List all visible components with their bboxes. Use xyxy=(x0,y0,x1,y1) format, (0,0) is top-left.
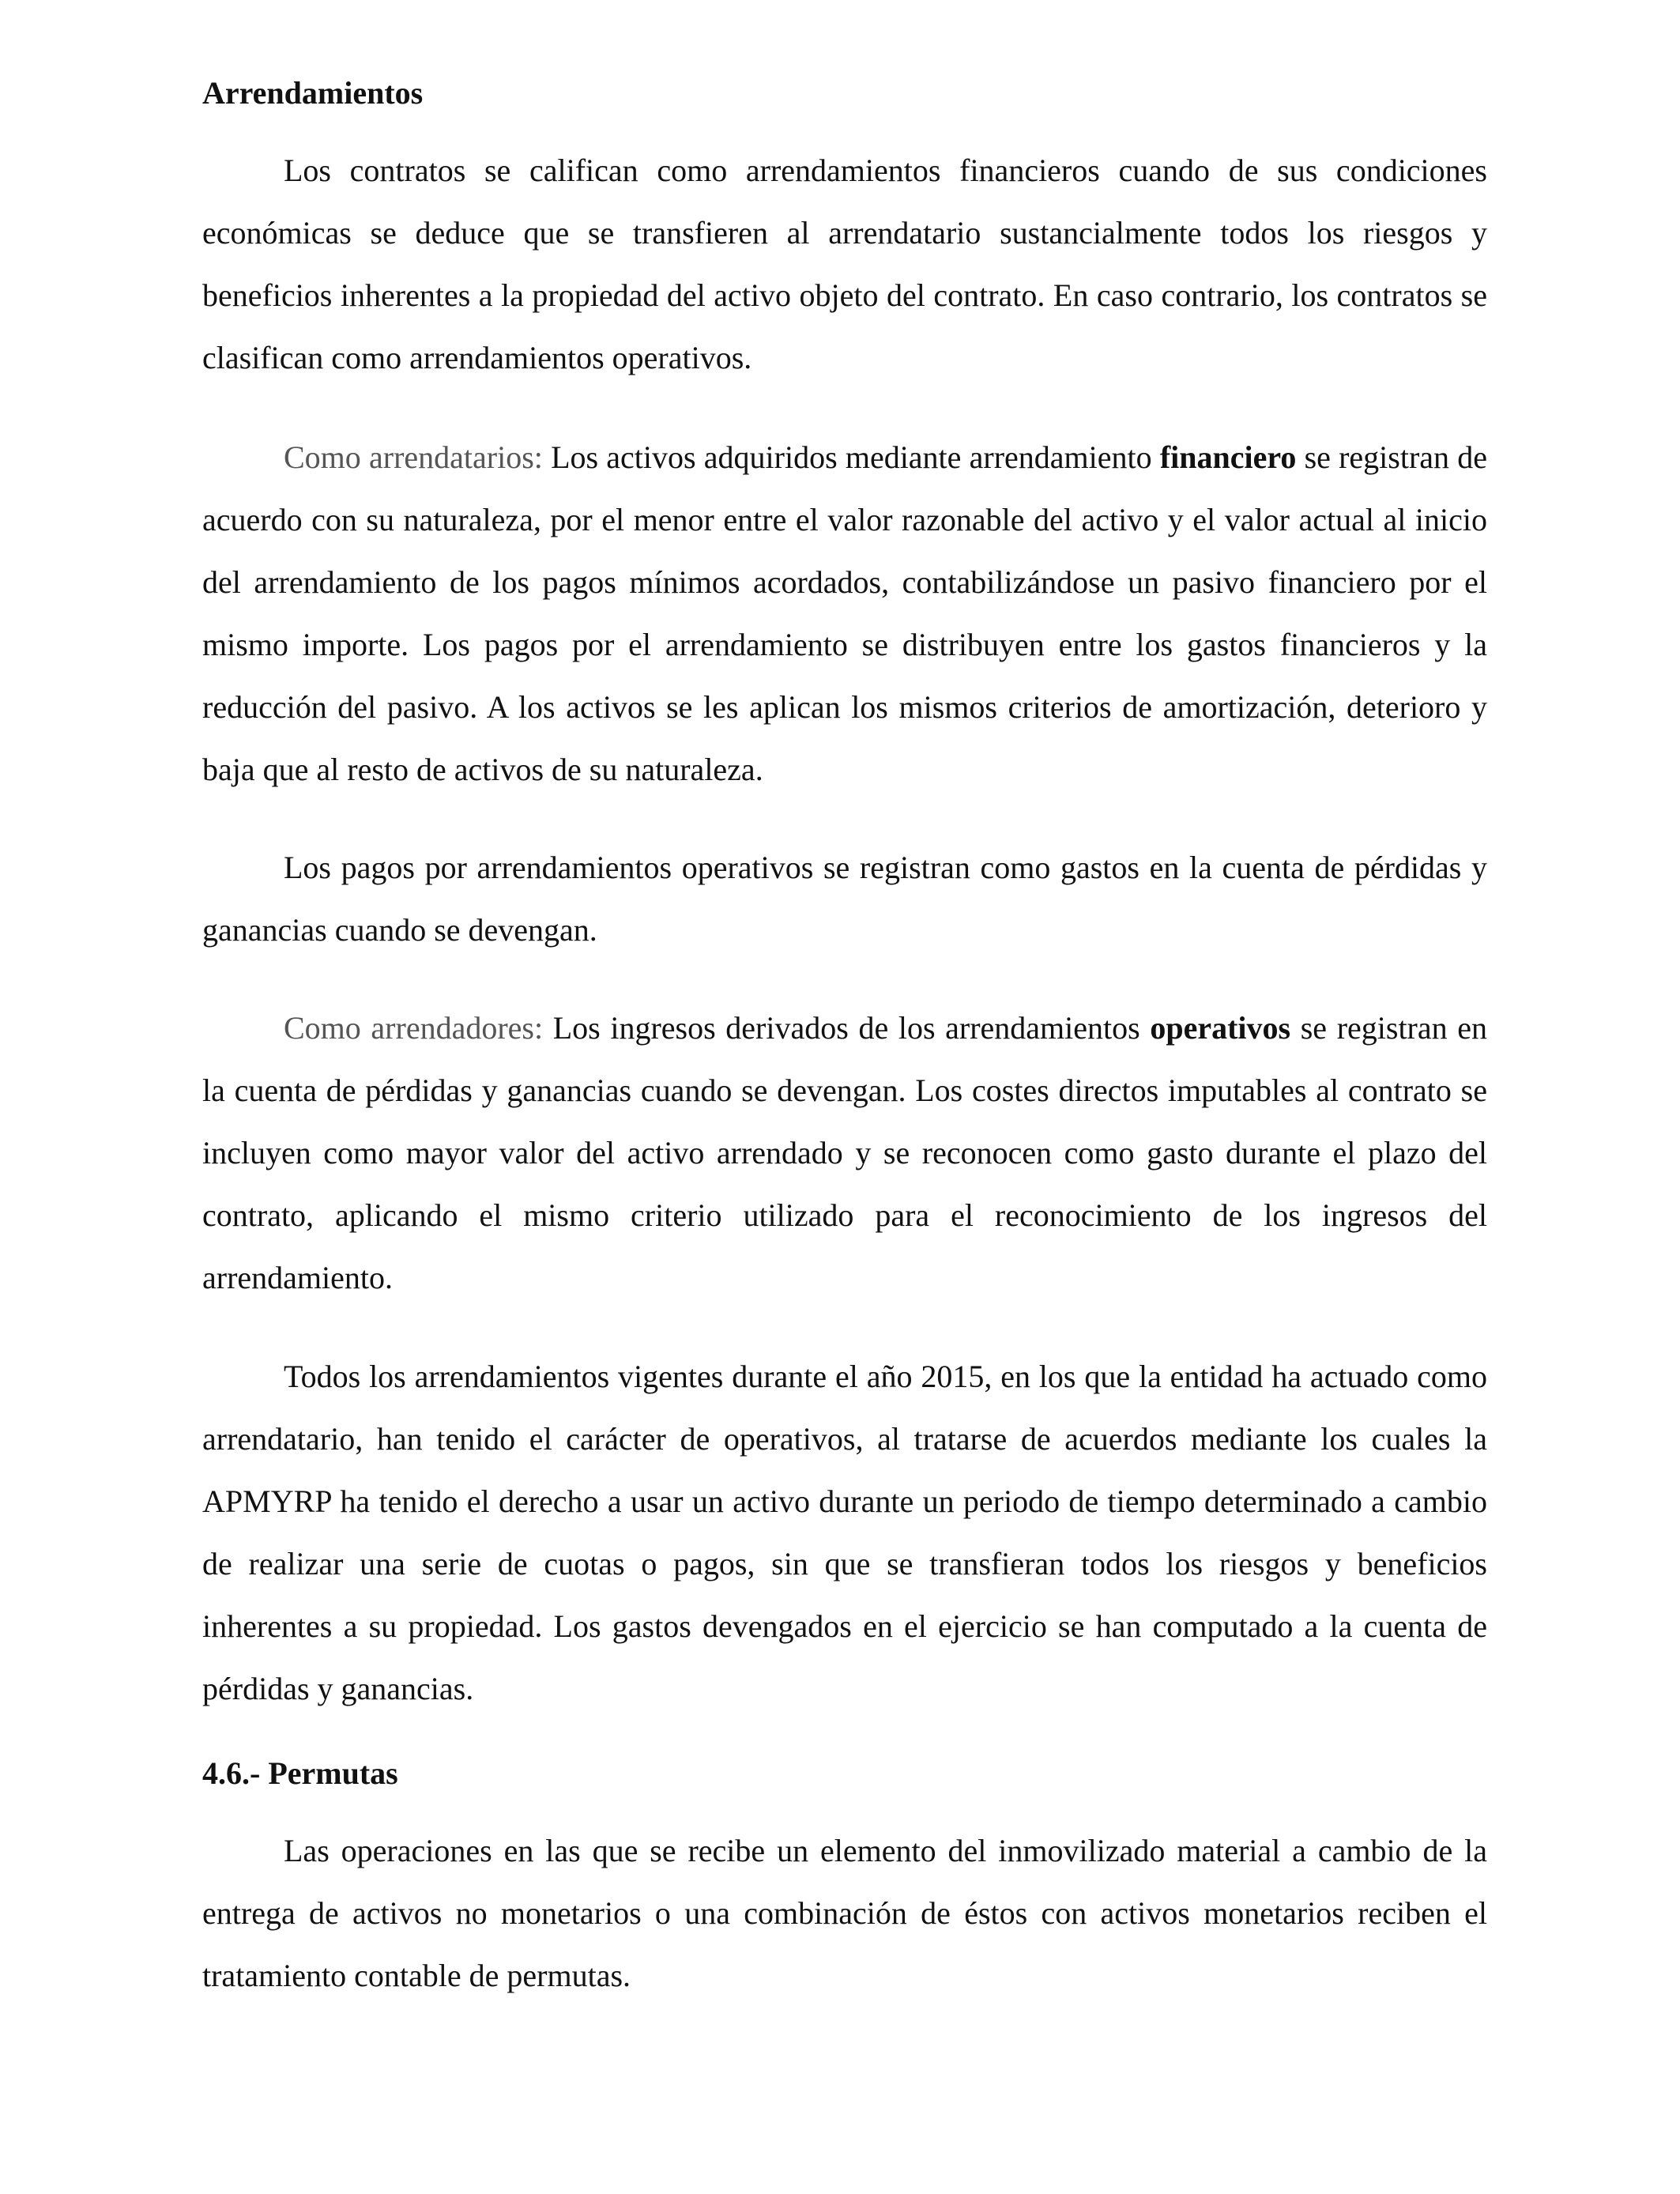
paragraph-operating-payments: Los pagos por arrendamientos operativos se registran como gastos en la cuenta de pérdidas y ganancias cuando se devengan. xyxy=(202,850,1487,948)
paragraph-2015-leases: Todos los arrendamientos vigentes durante el año 2015, en los que la entidad ha actuado como arrendatario, han tenido el carácter de operativos, al tratarse de acuerdos mediante los cuales la APMYRP ha tenido el derecho a usar un activo durante un periodo de tiempo determinado a cambio de realizar una serie de cuotas o pagos, sin que se transfieran todos los riesgos y beneficios inherentes a su propiedad. Los gastos devengados en el ejercicio se han computado a la cuenta de pérdidas y ganancias. xyxy=(202,1359,1487,1706)
lessee-text-before: Los activos adquiridos mediante arrendamiento xyxy=(542,439,1160,475)
lessor-text-after: se registran en la cuenta de pérdidas y ganancias cuando se devengan. Los costes directos imputables al contrato se incluyen como mayor valor del activo arrendado y se reconocen como gasto durante el plazo del contrato, aplicando el mismo criterio utilizado para el reconocimiento de los ingresos del arrendamiento. xyxy=(202,1010,1488,1295)
paragraph-lessor xyxy=(202,997,1487,1309)
lessee-text-after: se registran de acuerdo con su naturaleza, por el menor entre el valor razonable del activo y el valor actual al inicio del arrendamiento de los pagos mínimos acordados, contabilizándose un pasivo financiero por el mismo importe. Los pagos por el arrendamiento se distribuyen entre los gastos financieros y la reducción del pasivo. A los activos se les aplican los mismos criterios de amortización, deterioro y baja que al resto de activos de su naturaleza. xyxy=(202,439,1487,787)
paragraph-lessee xyxy=(202,426,1487,801)
subsection-title: 4.6.- Permutas xyxy=(202,1755,398,1791)
document-page xyxy=(202,71,1487,2007)
section-title: Arrendamientos xyxy=(202,75,424,111)
lessor-bold-term: operativos xyxy=(1150,1010,1291,1046)
lessee-bold-term: financiero xyxy=(1159,439,1297,475)
lessor-text-before: Los ingresos derivados de los arrendamientos xyxy=(543,1010,1151,1046)
paragraph-permutas: Las operaciones en las que se recibe un elemento del inmovilizado material a cambio de la entrega de activos no monetarios o una combinación de éstos con activos monetarios reciben el tratamiento contable de permutas. xyxy=(202,1833,1487,1993)
lessee-lead: Como arrendatarios: xyxy=(284,439,543,475)
lessor-lead: Como arrendadores: xyxy=(284,1010,544,1046)
paragraph-definition: Los contratos se califican como arrendamientos financieros cuando de sus condiciones económicas se deduce que se transfieren al arrendatario sustancialmente todos los riesgos y beneficios inherentes a la propiedad del activo objeto del contrato. En caso contrario, los contratos se clasifican como arrendamientos operativos. xyxy=(202,153,1487,375)
